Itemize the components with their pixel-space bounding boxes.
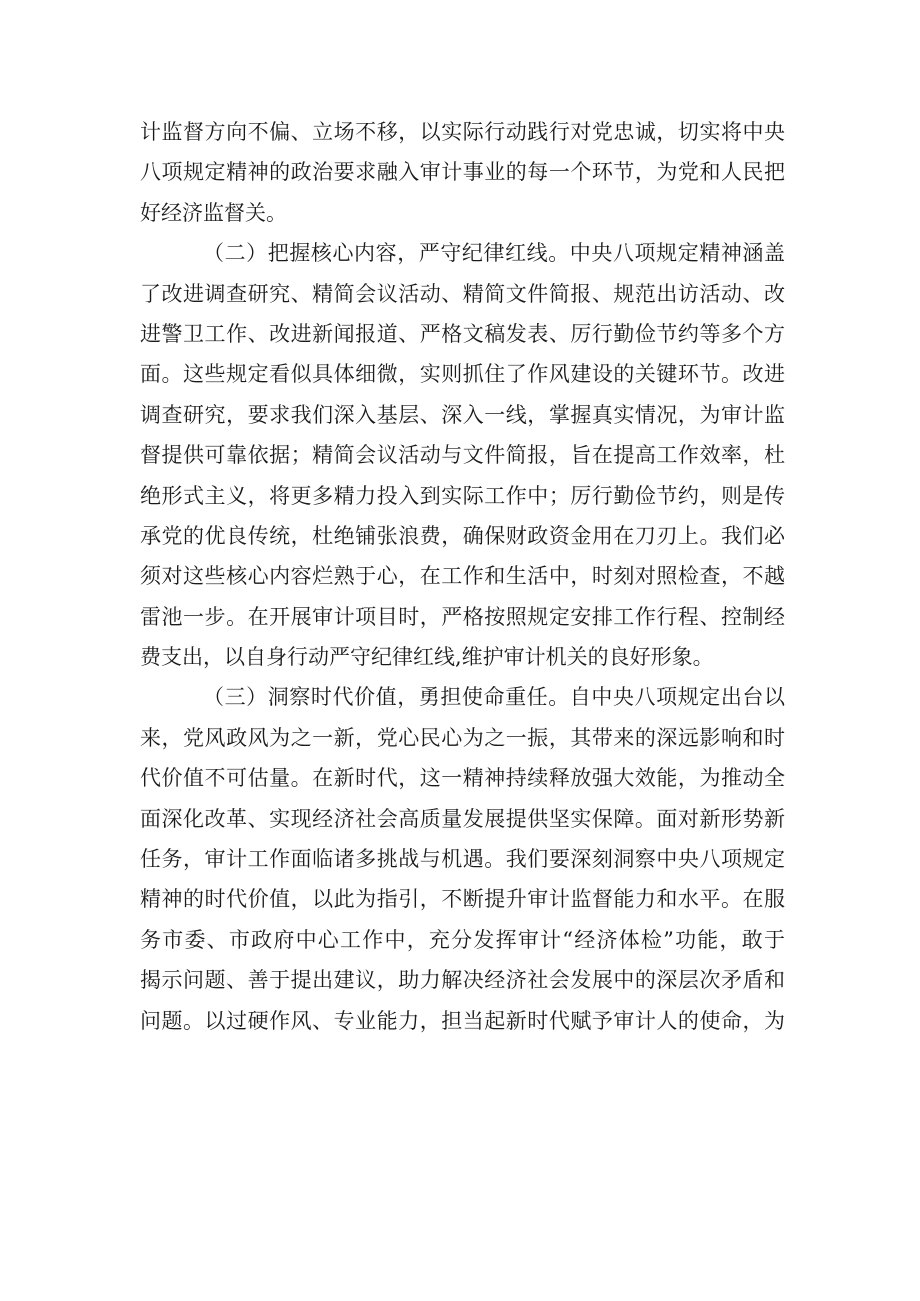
- text-line: 精神的时代价值，以此为指引，不断提升审计监督能力和水平。在服: [140, 887, 785, 912]
- text-line: 计监督方向不偏、立场不移，以实际行动践行对党忠诚，切实将中央: [140, 120, 785, 144]
- text-line: 调查研究，要求我们深入基层、深入一线，掌握真实情况，为审计监: [140, 402, 785, 427]
- paragraph-heading-line: （三）洞察时代价值，勇担使命重任。自中央八项规定出台以: [203, 685, 785, 710]
- text-line: 须对这些核心内容烂熟于心，在工作和生活中，时刻对照检查，不越: [140, 564, 785, 589]
- text-line: 问题。以过硬作风、专业能力，担当起新时代赋予审计人的使命，为: [140, 1008, 785, 1033]
- document-page: [140, 112, 785, 1041]
- text-line: 面。这些规定看似具体细微，实则抓住了作风建设的关键环节。改进: [140, 362, 785, 387]
- paragraph-heading-line: （二）把握核心内容，严守纪律红线。中央八项规定精神涵盖: [203, 241, 785, 266]
- text-line: 费支出，以自身行动严守纪律红线,维护审计机关的良好形象。: [140, 645, 714, 670]
- text-line: 进警卫工作、改进新闻报道、严格文稿发表、厉行勤俭节约等多个方: [140, 321, 785, 346]
- text-line: 代价值不可估量。在新时代，这一精神持续释放强大效能，为推动全: [140, 766, 785, 791]
- text-line: 督提供可靠依据；精简会议活动与文件简报，旨在提高工作效率，杜: [140, 443, 785, 468]
- text-line: 承党的优良传统，杜绝铺张浪费，确保财政资金用在刀刃上。我们必: [140, 523, 785, 548]
- text-line: 绝形式主义，将更多精力投入到实际工作中；厉行勤俭节约，则是传: [140, 483, 785, 508]
- text-line: 雷池一步。在开展审计项目时，严格按照规定安排工作行程、控制经: [140, 604, 785, 629]
- text-line: 揭示问题、善于提出建议，助力解决经济社会发展中的深层次矛盾和: [140, 968, 785, 993]
- text-line: 面深化改革、实现经济社会高质量发展提供坚实保障。面对新形势新: [140, 806, 785, 831]
- text-line: 好经济监督关。: [140, 200, 287, 225]
- text-line: 八项规定精神的政治要求融入审计事业的每一个环节，为党和人民把: [140, 160, 785, 185]
- text-line: 来，党风政风为之一新，党心民心为之一振，其带来的深远影响和时: [140, 725, 785, 750]
- text-line: 任务，审计工作面临诸多挑战与机遇。我们要深刻洞察中央八项规定: [140, 847, 785, 872]
- text-line: 了改进调查研究、精简会议活动、精简文件简报、规范出访活动、改: [140, 281, 785, 306]
- text-line: 务市委、市政府中心工作中，充分发挥审计“经济体检”功能，敢于: [140, 927, 785, 952]
